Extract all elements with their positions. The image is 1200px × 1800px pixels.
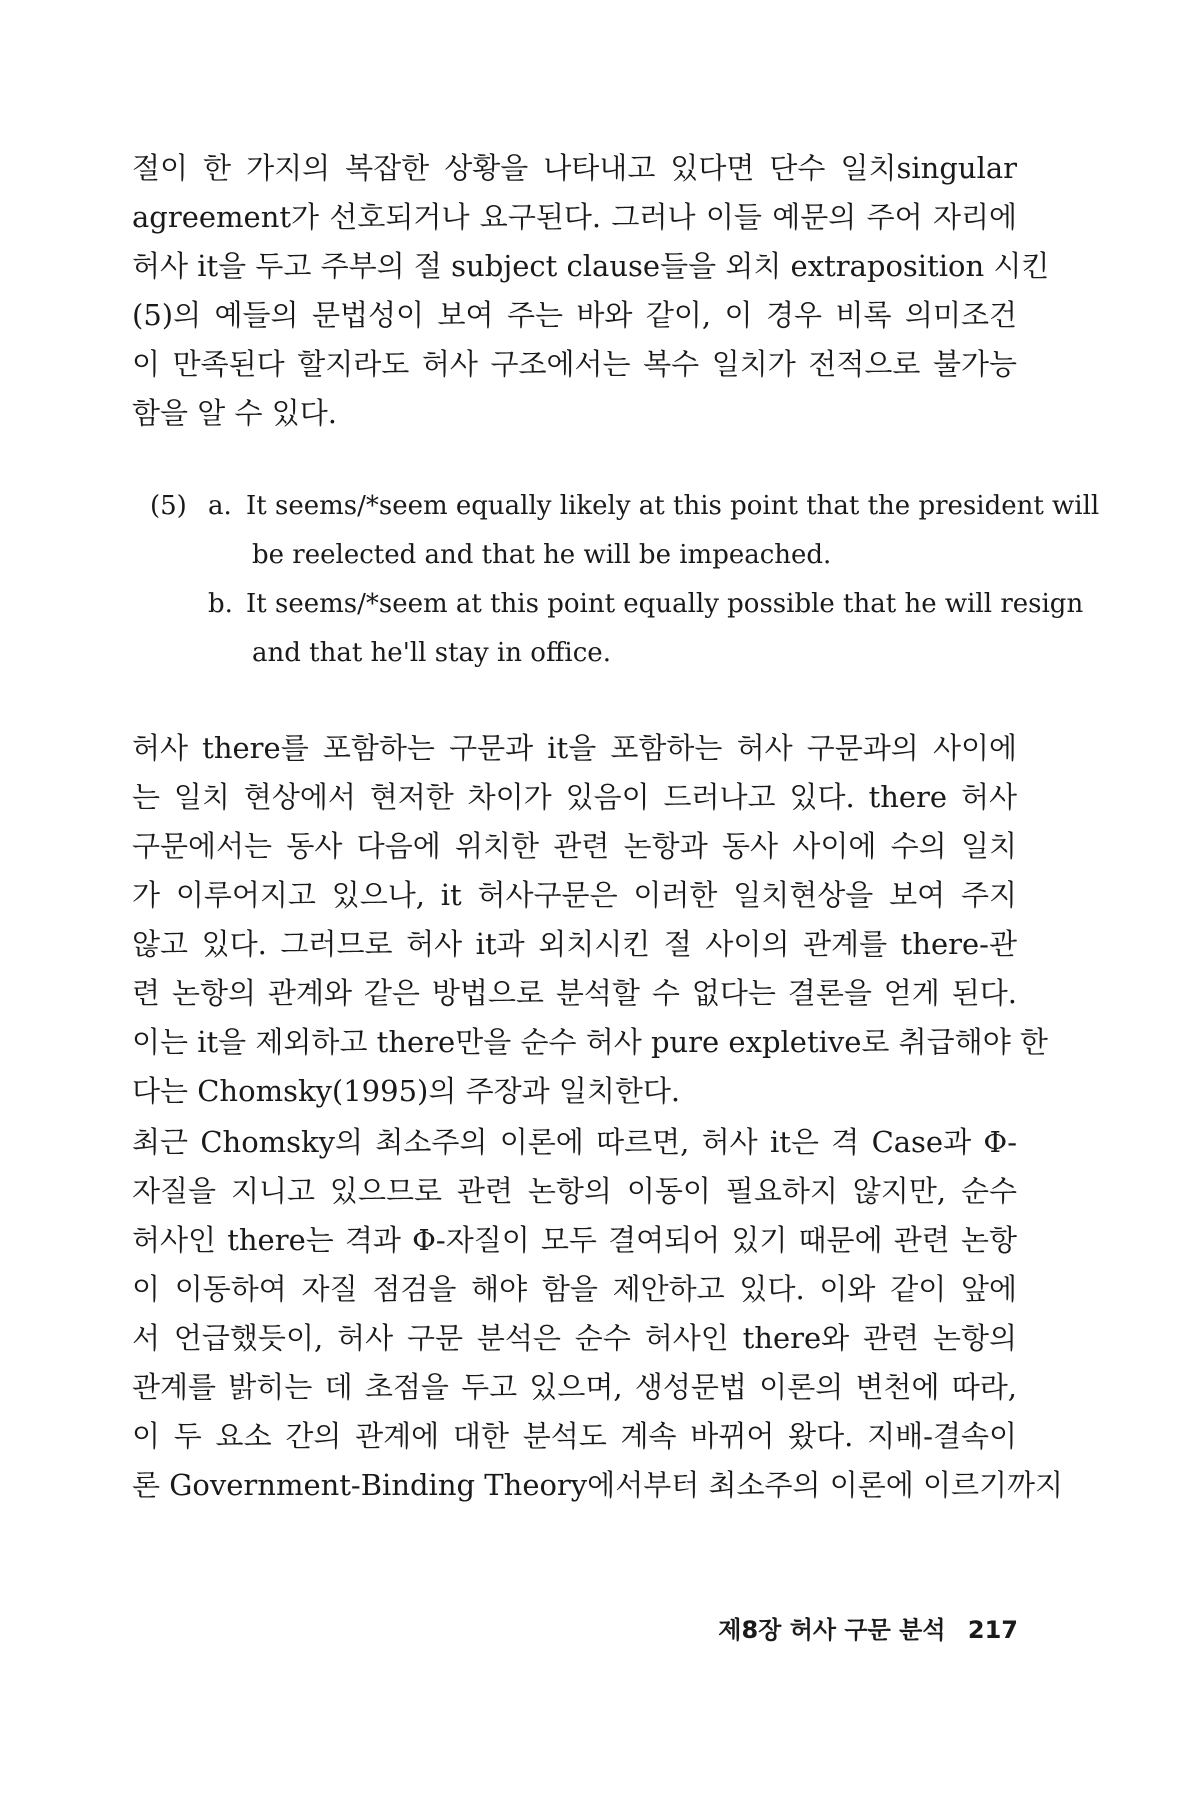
example-text: and that he'll stay in office. xyxy=(252,638,611,668)
example-a-line-1 xyxy=(150,482,1100,531)
text-line: 허사 there를 포함하는 구문과 it을 포함하는 허사 구문과의 사이에 xyxy=(132,731,1017,765)
text-line: 관계를 밝히는 데 초점을 두고 있으며, 생성문법 이론의 변천에 따라, xyxy=(132,1370,1017,1404)
text-line: 다는 Chomsky(1995)의 주장과 일치한다. xyxy=(132,1074,681,1108)
text-line: 허사인 there는 격과 Φ-자질이 모두 결여되어 있기 때문에 관련 논항 xyxy=(132,1223,1017,1257)
text-line: 이는 it을 제외하고 there만을 순수 허사 pure expletive로 취급해야 한 xyxy=(132,1025,1048,1059)
paragraph-2 xyxy=(132,724,1048,1116)
example-a-line-2 xyxy=(150,531,1020,580)
text-line: 절이 한 가지의 복잡한 상황을 나타내고 있다면 단수 일치singular xyxy=(132,151,1017,185)
text-line: 함을 알 수 있다. xyxy=(132,396,337,430)
example-b-line-2 xyxy=(150,629,1020,678)
text-line: agreement가 선호되거나 요구된다. 그러나 이들 예문의 주어 자리에 xyxy=(132,200,1017,234)
chapter-title: 제8장 허사 구문 분석 xyxy=(718,1616,946,1644)
example-block xyxy=(150,482,1100,678)
example-letter-b: b. xyxy=(208,589,233,619)
paragraph-3 xyxy=(132,1118,1064,1510)
text-line: 이 두 요소 간의 관계에 대한 분석도 계속 바뀌어 왔다. 지배-결속이 xyxy=(132,1419,1017,1453)
text-line: 자질을 지니고 있으므로 관련 논항의 이동이 필요하지 않지만, 순수 xyxy=(132,1174,1017,1208)
page-number: 217 xyxy=(967,1616,1018,1644)
example-letter-a: a. xyxy=(208,491,232,521)
text-line: 구문에서는 동사 다음에 위치한 관련 논항과 동사 사이에 수의 일치 xyxy=(132,829,1017,863)
example-text: It seems/*seem at this point equally possible that he will resign xyxy=(246,589,1084,619)
text-line: 이 만족된다 할지라도 허사 구조에서는 복수 일치가 전적으로 불가능 xyxy=(132,347,1017,381)
text-line: 는 일치 현상에서 현저한 차이가 있음이 드러나고 있다. there 허사 xyxy=(132,780,1017,814)
example-number: (5) xyxy=(150,491,187,521)
example-text: It seems/*seem equally likely at this point that the president will xyxy=(246,491,1100,521)
text-line: 최근 Chomsky의 최소주의 이론에 따르면, 허사 it은 격 Case과 Φ- xyxy=(132,1125,1017,1159)
example-b-line-1 xyxy=(150,580,1084,629)
text-line: 이 이동하여 자질 점검을 해야 함을 제안하고 있다. 이와 같이 앞에 xyxy=(132,1272,1017,1306)
text-line: 론 Government-Binding Theory에서부터 최소주의 이론에 이르기까지 xyxy=(132,1468,1064,1502)
paragraph-1 xyxy=(132,144,1050,438)
text-line: 않고 있다. 그러므로 허사 it과 외치시킨 절 사이의 관계를 there-관 xyxy=(132,927,1017,961)
text-line: 허사 it을 두고 주부의 절 subject clause들을 외치 extraposition 시킨 xyxy=(132,249,1050,283)
page-footer xyxy=(700,1610,1018,1650)
text-line: (5)의 예들의 문법성이 보여 주는 바와 같이, 이 경우 비록 의미조건 xyxy=(132,298,1017,332)
example-text: be reelected and that he will be impeached. xyxy=(252,540,832,570)
text-line: 서 언급했듯이, 허사 구문 분석은 순수 허사인 there와 관련 논항의 xyxy=(132,1321,1017,1355)
text-line: 가 이루어지고 있으나, it 허사구문은 이러한 일치현상을 보여 주지 xyxy=(132,878,1017,912)
text-line: 련 논항의 관계와 같은 방법으로 분석할 수 없다는 결론을 얻게 된다. xyxy=(132,976,1017,1010)
